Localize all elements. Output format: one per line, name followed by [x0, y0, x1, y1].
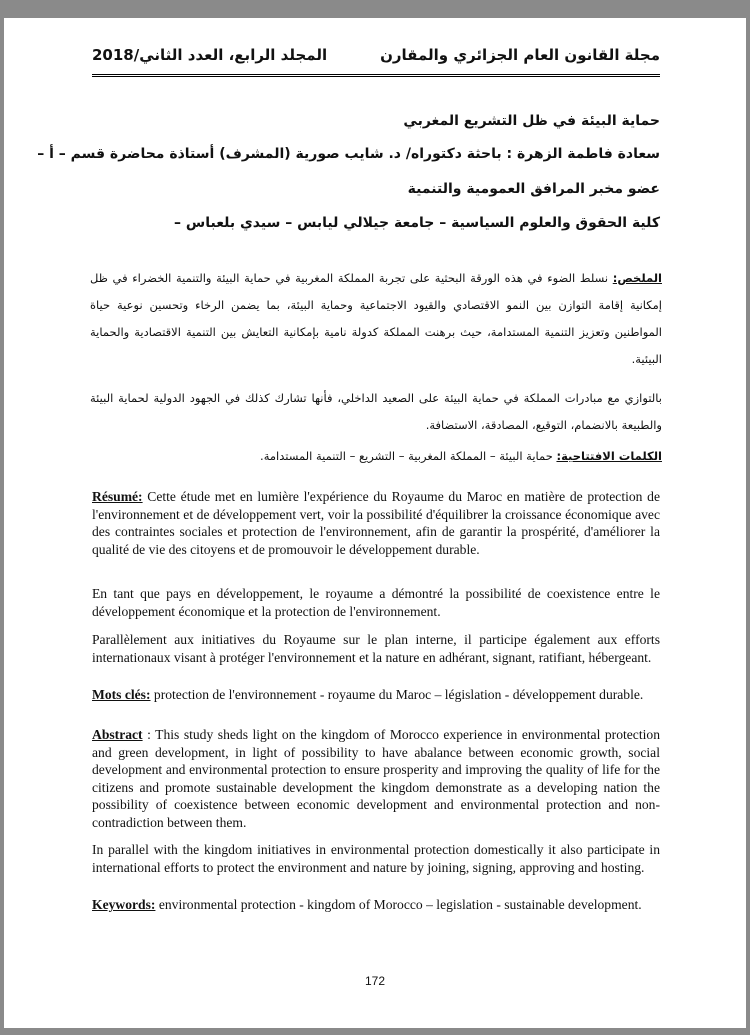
journal-name: مجلة القانون العام الجزائري والمقارن [380, 46, 660, 64]
french-keywords-label: Mots clés: [92, 687, 151, 702]
article-title: حماية البيئة في ظل التشريع المغربي [403, 113, 660, 129]
english-paragraph-2: In parallel with the kingdom initiatives in environmental protection domestically it also participate in international efforts to protect the environment and nature by joining, signing, approving and hosting. [92, 842, 660, 875]
document-page [4, 18, 746, 1028]
arabic-keywords-text: حماية البيئة – المملكة المغربية – التشريع – التنمية المستدامة. [260, 449, 557, 463]
page-number: 172 [364, 974, 386, 988]
english-keywords [92, 896, 660, 914]
english-abstract-text: : This study sheds light on the kingdom of Morocco experience in environmental protection and green development, in light of possibility to have abalance between economic growth, social development and environmental protection to ensure prosperity and improving the quality of life for the citizens and promote sustainable development the kingdom demonstrate as a developing nation the possibility of coexistence between economic development and environmental protection and non-contradiction between them. [92, 727, 660, 830]
english-abstract-label: Abstract [92, 727, 143, 742]
running-header [92, 44, 660, 77]
arabic-abstract [90, 265, 662, 373]
english-keywords-label: Keywords: [92, 897, 156, 912]
arabic-abstract-label: الملخص: [612, 271, 662, 285]
french-resume [92, 488, 660, 558]
french-keywords-text: protection de l'environnement - royaume du Maroc – législation - développement durable. [150, 687, 644, 702]
faculty-affiliation: كلية الحقوق والعلوم السياسية – جامعة جيلالي ليابس – سيدي بلعباس – [174, 215, 660, 231]
authors-line: سعادة فاطمة الزهرة : باحثة دكتوراه/ د. شايب صورية (المشرف) أستاذة محاضرة قسم – أ – [37, 146, 660, 162]
french-resume-label: Résumé: [92, 489, 143, 504]
french-paragraph-2: En tant que pays en développement, le royaume a démontré la possibilité de coexistence entre le développement économique et la protection de l'environnement. [92, 586, 660, 619]
volume-issue: المجلد الرابع، العدد الثاني/2018 [92, 46, 328, 64]
arabic-keywords [90, 443, 662, 470]
french-resume-text: Cette étude met en lumière l'expérience du Royaume du Maroc en matière de protection de l'environnement et de développement vert, voir la possibilité d'équilibrer la croissance économique avec des contraintes sociales et protection de l'environnement, afin de garantir la prospérité, d'améliorer la qualité de vie des citoyens et de promouvoir le développement durable. [92, 489, 660, 557]
english-keywords-text: environmental protection - kingdom of Morocco – legislation - sustainable development. [155, 897, 642, 912]
arabic-abstract-paragraph-2: بالتوازي مع مبادرات المملكة في حماية البيئة على الصعيد الداخلي، فأنها تشارك كذلك في الجهود الدولية لحماية البيئة والطبيعة بالانضمام، التوقيع، المصادقة، الاستضافة. [90, 391, 662, 432]
arabic-keywords-label: الكلمات الافتتاحية: [556, 449, 662, 463]
arabic-abstract-text: نسلط الضوء في هذه الورقة البحثية على تجربة المملكة المغربية في حماية البيئة والتنمية الخضراء في ظل إمكانية إقامة التوازن بين النمو الاقتصادي والقيود الاجتماعية وحماية البيئة، بما يضمن الرخاء وتحسين نوعية حياة المواطنين وتعزيز التنمية المستدامة، حيث برهنت المملكة كدولة نامية بإمكانية التعايش بين التنمية الاقتصادية والحماية البيئية. [90, 271, 662, 366]
english-abstract [92, 726, 660, 831]
lab-affiliation: عضو مخبر المرافق العمومية والتنمية [407, 181, 660, 197]
french-keywords [92, 686, 660, 704]
french-paragraph-3: Parallèlement aux initiatives du Royaume sur le plan interne, il participe également aux efforts internationaux visant à protéger l'environnement et la nature en adhérant, signant, ratifiant, hébergeant. [92, 632, 660, 665]
